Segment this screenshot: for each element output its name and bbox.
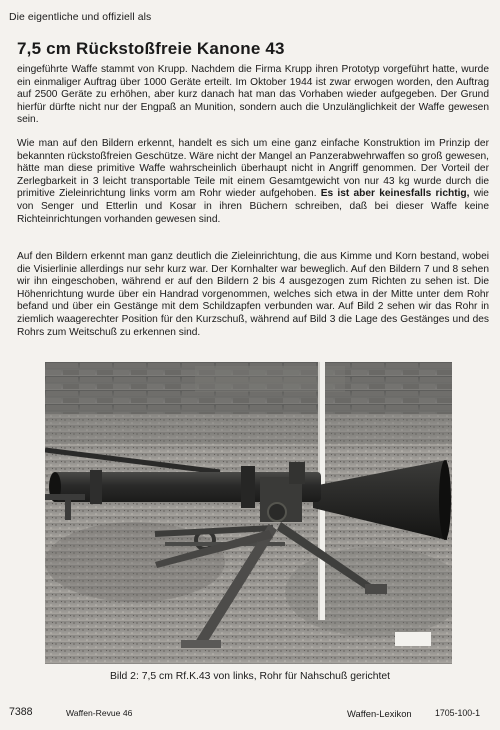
paragraph-3-text: Auf den Bildern erkennt man ganz deutlich die Zieleinrichtung, die aus Kimme und Korn bestand, wobei die Visierlinie allerdings nur sehr kurz war. Der Kornhalter war beweglich. Auf den Bildern 7 und 8 sehen wir ihn eingeschoben, während er auf den Bildern 2 bis 4 ausgezogen zum Richten zu sehen ist. Die Höhenrichtung wurde über ein Handrad vorgenommen, welches sich etwa in der Mitte unter dem Rohr befand und über ein Gestänge mit dem Schildzapfen verbunden war. Auf Bild 2 sehen wir das Rohr in ziemlich waagerechter Position für den Kurzschuß, während auf Bild 3 die Lage des Gestänges und des Rohrs zum Weitschuß zu erkennen sind.: [17, 251, 489, 338]
figure-caption: Bild 2: 7,5 cm Rf.K.43 von links, Rohr für Nahschuß gerichtet: [109, 671, 391, 682]
gun-photo: [45, 362, 452, 664]
lexikon-code: 1705-100-1: [435, 708, 480, 718]
paragraph-1: [17, 64, 489, 127]
gun-photo-illustration: [45, 362, 452, 664]
paragraph-2-bold: Es ist aber keinesfalls richtig,: [320, 188, 470, 200]
paragraph-2-text: [17, 138, 489, 226]
magazine-label: Waffen-Revue 46: [66, 708, 133, 718]
paragraph-2: [17, 138, 489, 226]
page-title: 7,5 cm Rückstoßfreie Kanone 43: [17, 39, 285, 58]
paragraph-2-part-b: wie von Senger und Etterlin und Kosar in ihren Büchern schreiben, daß bei dieser Waffe keine Richteinrichtungen vorhanden gewesen sind.: [17, 188, 489, 225]
paragraph-2-part-a: Wie man auf den Bildern erkennt, handelt es sich um eine ganz einfache Konstruktion im Prinzip der bekannten rückstoßfreien Geschütze. Wäre nicht der Mangel an Panzerabwehrwaffen so groß gewesen, hätte man diese primitive Waffe wahrscheinlich überhaupt nicht in Angriff genommen. Der Vorteil der Zerlegbarkeit in 3 leicht transportable Teile mit einem Gesamtgewicht von nur 43 kg wurde durch die primitive Zieleinrichtung links vorm am Rohr wieder aufgehoben.: [17, 138, 489, 200]
paragraph-1-text: eingeführte Waffe stammt von Krupp. Nachdem die Firma Krupp ihren Prototyp vorgeführt hatte, wurde ein einmaliger Auftrag über 1000 Geräte erteilt. Im Oktober 1944 ist zwar erwogen worden, den Auftrag auf 2500 Geräte zu erhöhen, aber kurz danach hat man das Vorhaben wieder aufgegeben. Der Grund hierfür dürfte nicht nur der Engpaß an Munition, sondern auch die Unzulänglichkeit der Waffe gewesen sein.: [17, 64, 489, 126]
paragraph-3: [17, 251, 489, 339]
intro-line: Die eigentliche und offiziell als: [9, 12, 152, 23]
lexikon-label: Waffen-Lexikon: [347, 708, 412, 719]
page-number: 7388: [9, 706, 33, 718]
